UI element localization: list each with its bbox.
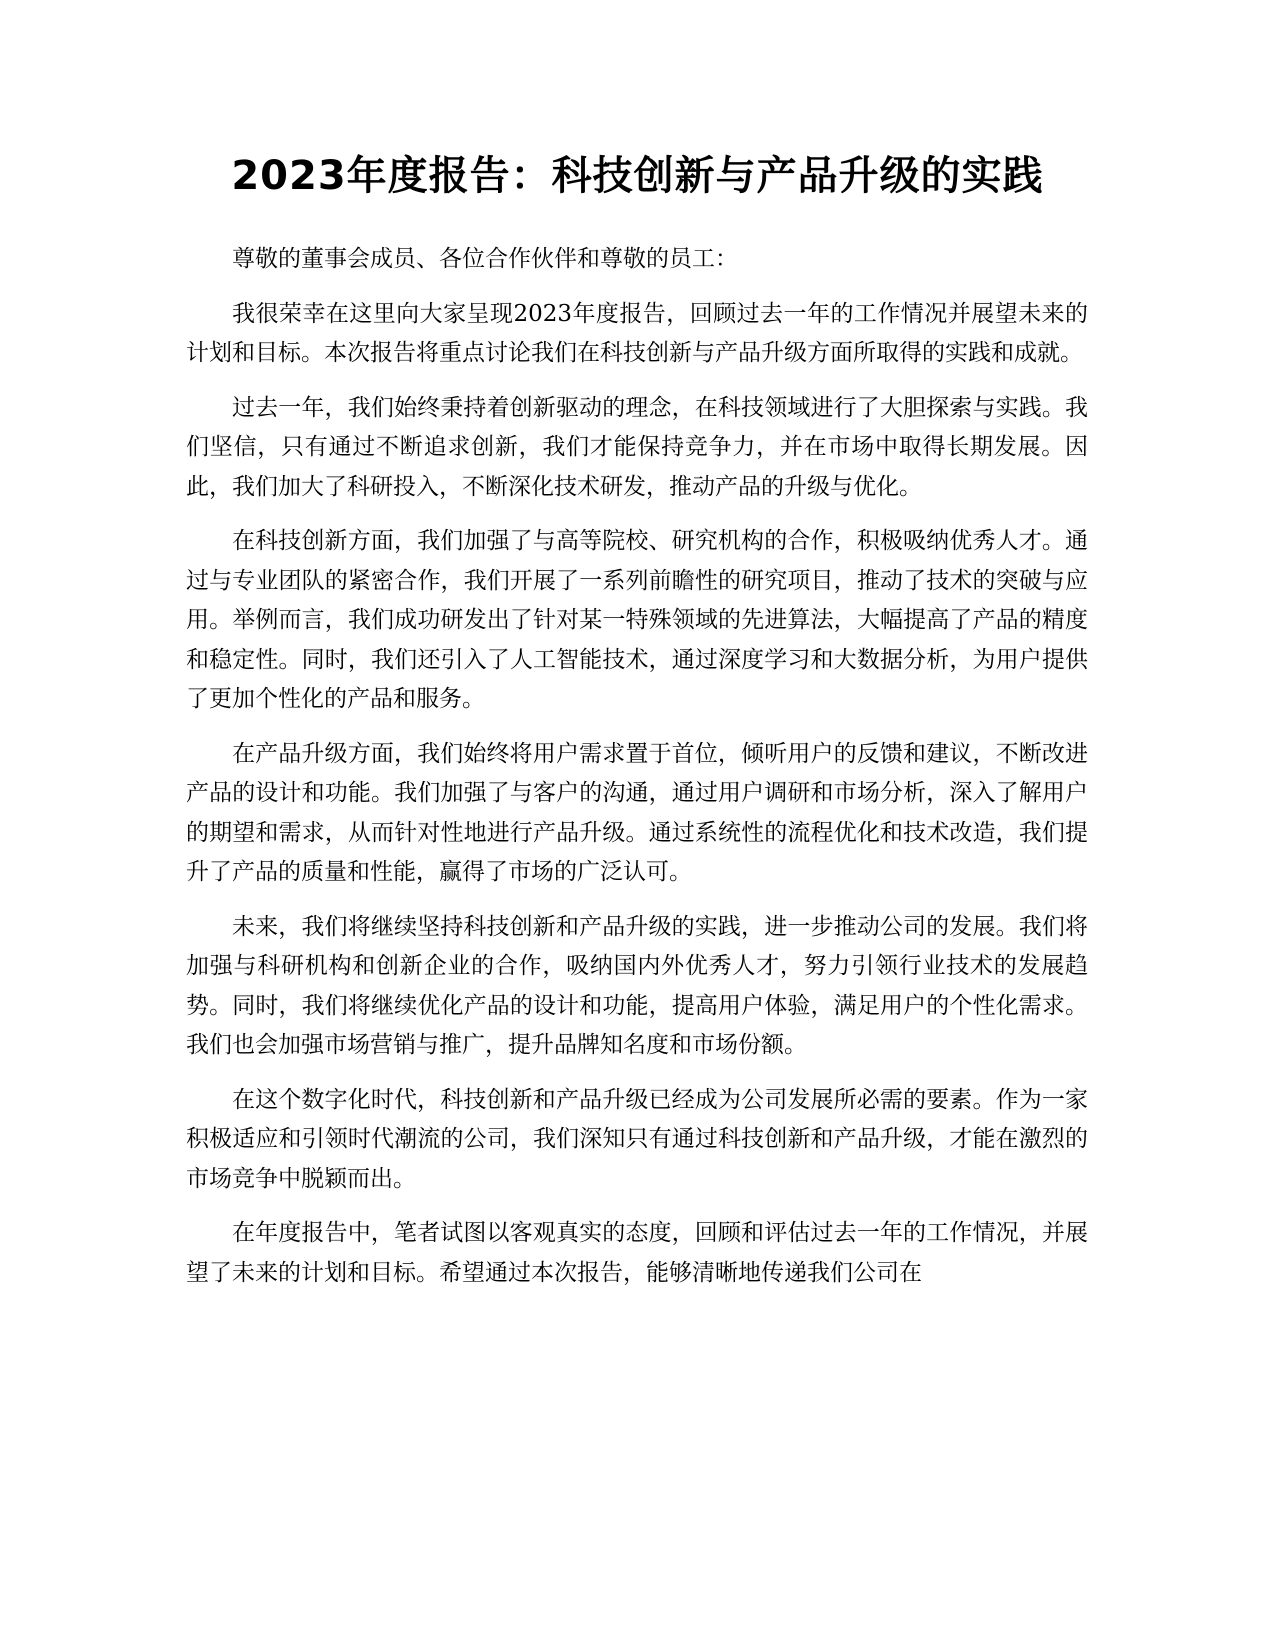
paragraph-tech-innovation: 在科技创新方面，我们加强了与高等院校、研究机构的合作，积极吸纳优秀人才。通过与专业团队的紧密合作，我们开展了一系列前瞻性的研究项目，推动了技术的突破与应用。举例而言，我们成功研发出了针对某一特殊领域的先进算法，大幅提高了产品的精度和稳定性。同时，我们还引入了人工智能技术，通过深度学习和大数据分析，为用户提供了更加个性化的产品和服务。 bbox=[186, 528, 1088, 712]
document-title: 2023年度报告：科技创新与产品升级的实践 bbox=[231, 153, 1044, 199]
paragraph-product-upgrade: 在产品升级方面，我们始终将用户需求置于首位，倾听用户的反馈和建议，不断改进产品的设计和功能。我们加强了与客户的沟通，通过用户调研和市场分析，深入了解用户的期望和需求，从而针对性地进行产品升级。通过系统性的流程优化和技术改造，我们提升了产品的质量和性能，赢得了市场的广泛认可。 bbox=[186, 740, 1088, 885]
document-body bbox=[186, 240, 1088, 1308]
paragraph-salutation: 尊敬的董事会成员、各位合作伙伴和尊敬的员工： bbox=[232, 246, 738, 272]
paragraph-future: 未来，我们将继续坚持科技创新和产品升级的实践，进一步推动公司的发展。我们将加强与科研机构和创新企业的合作，吸纳国内外优秀人才，努力引领行业技术的发展趋势。同时，我们将继续优化产品的设计和功能，提高用户体验，满足用户的个性化需求。我们也会加强市场营销与推广，提升品牌知名度和市场份额。 bbox=[186, 913, 1088, 1058]
paragraph-digital-era: 在这个数字化时代，科技创新和产品升级已经成为公司发展所必需的要素。作为一家积极适应和引领时代潮流的公司，我们深知只有通过科技创新和产品升级，才能在激烈的市场竞争中脱颖而出。 bbox=[186, 1086, 1088, 1192]
paragraph-conclusion: 在年度报告中，笔者试图以客观真实的态度，回顾和评估过去一年的工作情况，并展望了未来的计划和目标。希望通过本次报告，能够清晰地传递我们公司在 bbox=[186, 1220, 1088, 1286]
paragraph-introduction: 我很荣幸在这里向大家呈现2023年度报告，回顾过去一年的工作情况并展望未来的计划和目标。本次报告将重点讨论我们在科技创新与产品升级方面所取得的实践和成就。 bbox=[186, 300, 1088, 366]
paragraph-past-year: 过去一年，我们始终秉持着创新驱动的理念，在科技领域进行了大胆探索与实践。我们坚信，只有通过不断追求创新，我们才能保持竞争力，并在市场中取得长期发展。因此，我们加大了科研投入，不断深化技术研发，推动产品的升级与优化。 bbox=[186, 394, 1088, 500]
